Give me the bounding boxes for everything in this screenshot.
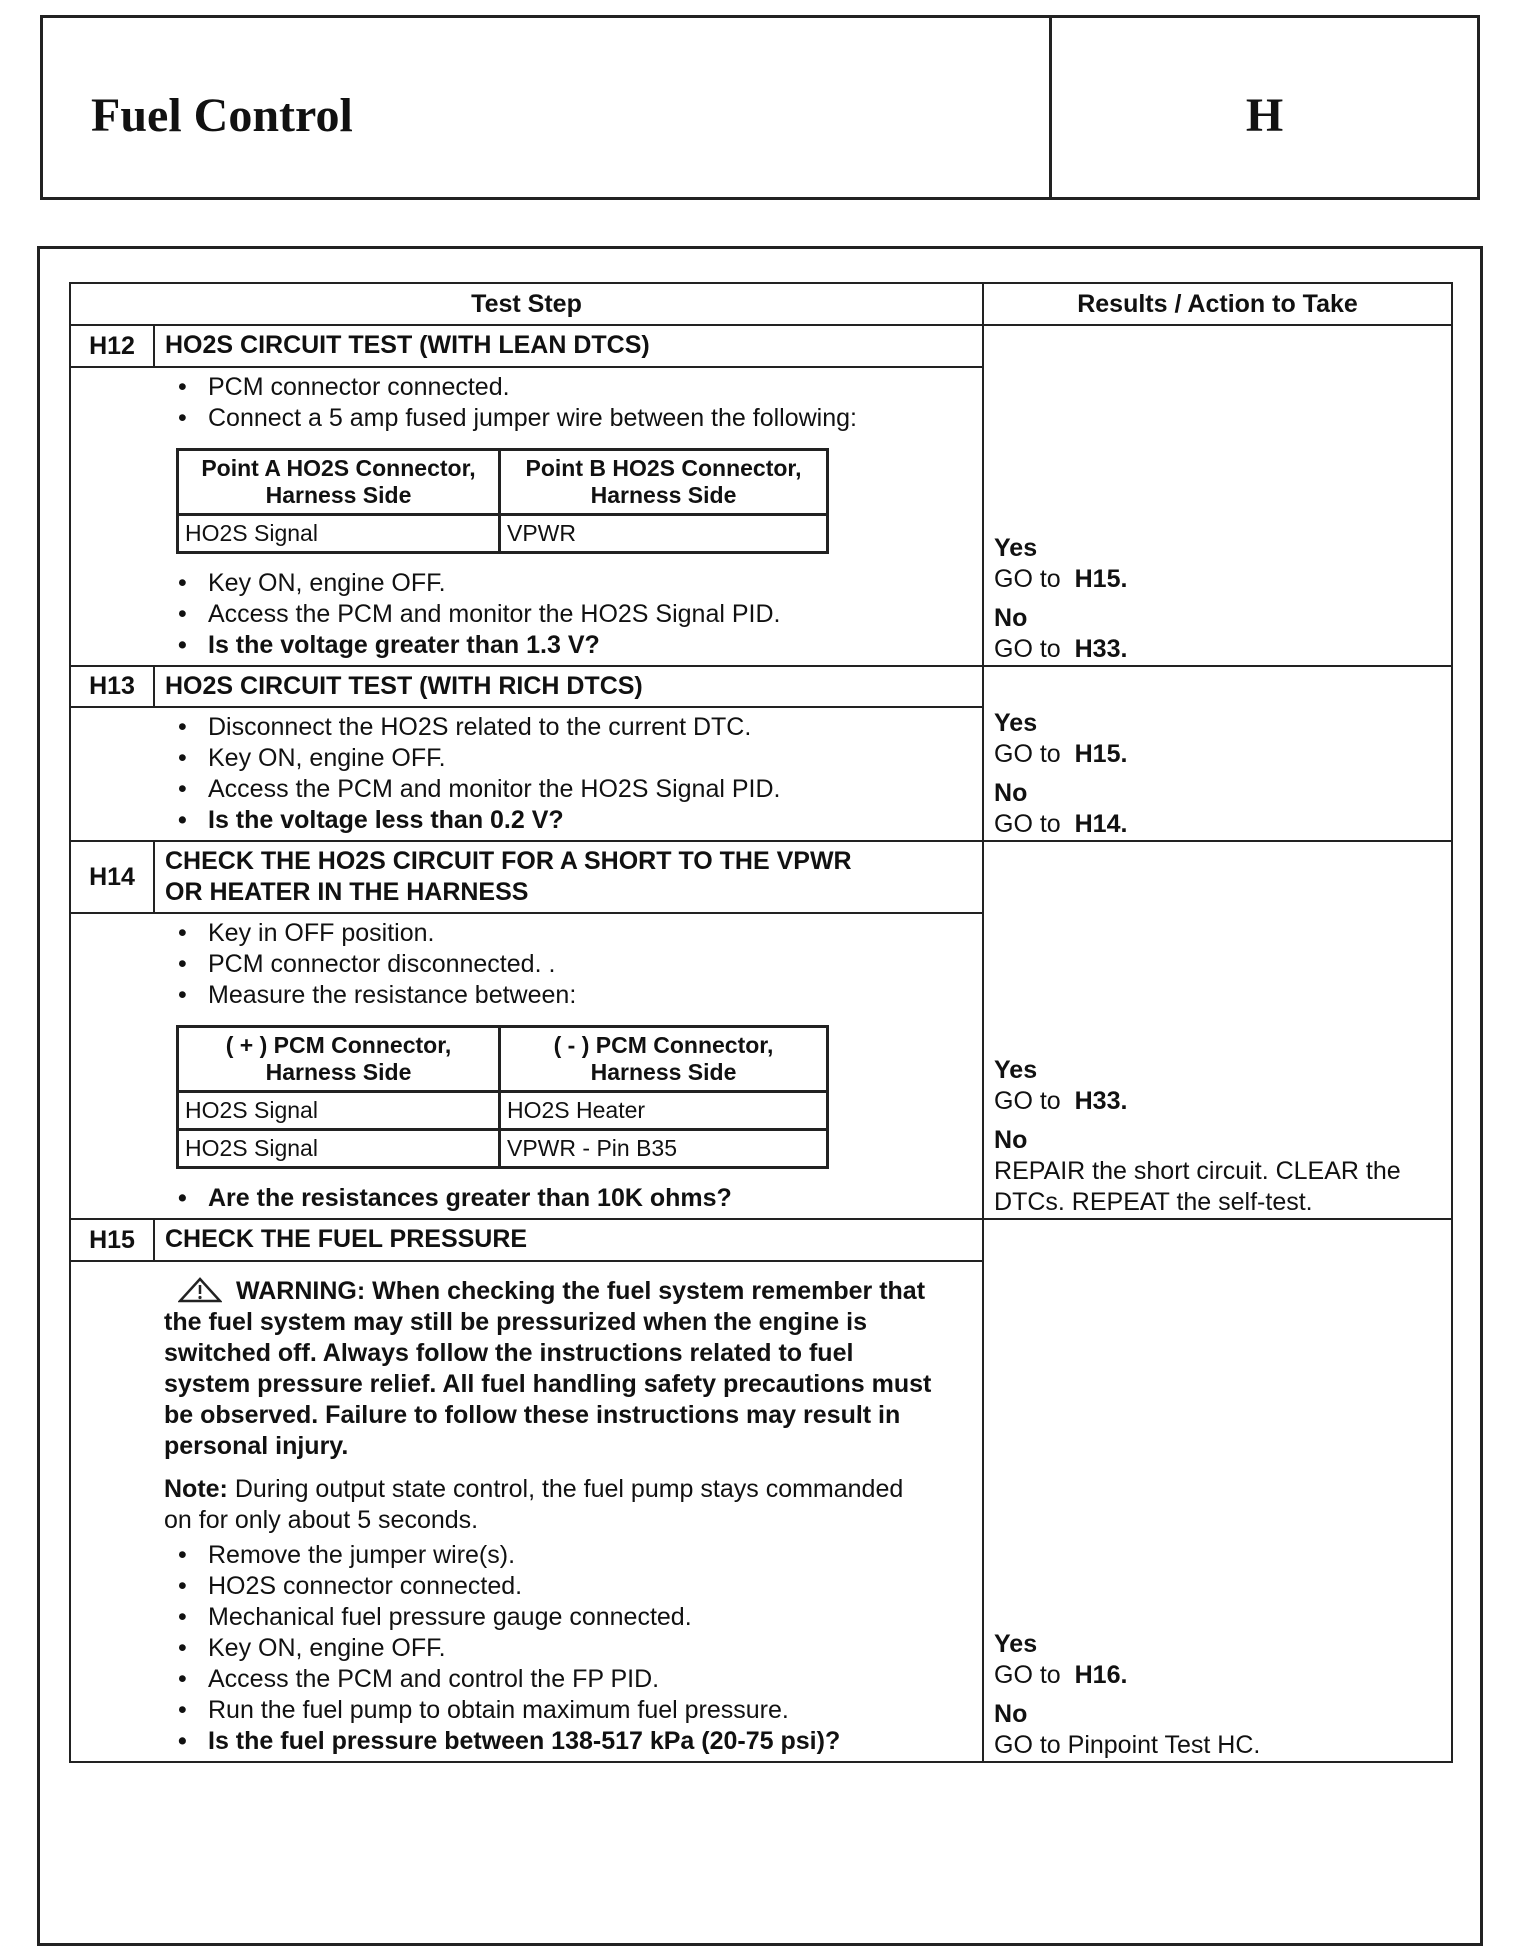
sub-cell: VPWR - Pin B35: [500, 1130, 828, 1168]
instruction-item: • Key ON, engine OFF.: [164, 568, 934, 599]
step-h13-title-row: [70, 666, 1452, 707]
test-question: • Is the voltage greater than 1.3 V?: [164, 630, 934, 661]
step-h12-instructions: [154, 367, 983, 666]
yes-label: Yes: [994, 1630, 1038, 1658]
sub-col-header: Point B HO2S Connector, Harness Side: [500, 450, 828, 515]
step-h14-results: [983, 841, 1452, 1219]
step-h15-instructions: [154, 1261, 983, 1762]
step-h14-title-row: [70, 841, 1452, 913]
note-text: During output state control, the fuel pump stays commanded on for only about 5 seconds.: [164, 1475, 904, 1534]
sub-cell: HO2S Signal: [178, 515, 500, 553]
step-title: HO2S CIRCUIT TEST (WITH RICH DTCS): [154, 666, 983, 707]
test-step-header: Test Step: [70, 283, 983, 325]
warning-triangle-icon: [178, 1277, 222, 1303]
note-label: Note:: [164, 1475, 228, 1503]
step-code: H12: [70, 325, 154, 367]
yes-result: GO to H15.: [994, 740, 1128, 768]
resistance-points-table: [176, 1025, 829, 1169]
yes-label: Yes: [994, 709, 1038, 737]
results-header: Results / Action to Take: [983, 283, 1452, 325]
step-code: H14: [70, 841, 154, 913]
step-h14-instructions: [154, 913, 983, 1219]
warning-text: WARNING: When checking the fuel system remember that the fuel system may still be pressurized when the engine is switched off. Always follow the instructions related to fuel system pressure relief. All fuel handling safety precautions must be observed. Failure to follow these instructions may result in personal injury.: [164, 1277, 932, 1460]
jumper-points-table: [176, 448, 829, 554]
step-h13-instructions: [154, 707, 983, 841]
no-label: No: [994, 604, 1028, 632]
yes-label: Yes: [994, 534, 1038, 562]
sub-col-header: Point A HO2S Connector, Harness Side: [178, 450, 500, 515]
step-h15-results: [983, 1219, 1452, 1762]
no-result: REPAIR the short circuit. CLEAR the DTCs. REPEAT the self-test.: [994, 1157, 1401, 1216]
instruction-item: • Access the PCM and control the FP PID.: [164, 1664, 932, 1695]
step-h12-title-row: [70, 325, 1452, 367]
instruction-item: • Key ON, engine OFF.: [164, 1633, 932, 1664]
page-header: [40, 15, 1480, 200]
instruction-item: • Access the PCM and monitor the HO2S Signal PID.: [164, 599, 934, 630]
test-question: • Is the voltage less than 0.2 V?: [164, 805, 972, 836]
step-title: CHECK THE FUEL PRESSURE: [154, 1219, 983, 1261]
instruction-item: • Remove the jumper wire(s).: [164, 1540, 932, 1571]
sub-cell: VPWR: [500, 515, 828, 553]
no-result: GO to Pinpoint Test HC.: [994, 1731, 1261, 1759]
note-block: [164, 1474, 932, 1536]
step-h13-results: [983, 666, 1452, 841]
sub-cell: HO2S Heater: [500, 1092, 828, 1130]
instruction-item: • PCM connector disconnected. .: [164, 949, 972, 980]
instruction-item: • Mechanical fuel pressure gauge connected.: [164, 1602, 932, 1633]
sub-col-header: ( + ) PCM Connector, Harness Side: [178, 1027, 500, 1092]
no-label: No: [994, 779, 1028, 807]
yes-result: GO to H33.: [994, 1087, 1128, 1115]
step-code: H15: [70, 1219, 154, 1261]
step-code: H13: [70, 666, 154, 707]
step-title: HO2S CIRCUIT TEST (WITH LEAN DTCS): [154, 325, 983, 367]
instruction-item: • Key in OFF position.: [164, 918, 972, 949]
sub-col-header: ( - ) PCM Connector, Harness Side: [500, 1027, 828, 1092]
section-title: Fuel Control: [91, 89, 353, 142]
yes-result: GO to H16.: [994, 1661, 1128, 1689]
instruction-item: • Connect a 5 amp fused jumper wire between the following:: [164, 403, 934, 434]
step-h15-title-row: [70, 1219, 1452, 1261]
sub-cell: HO2S Signal: [178, 1130, 500, 1168]
no-result: GO to H14.: [994, 810, 1128, 838]
instruction-item: • PCM connector connected.: [164, 372, 934, 403]
yes-label: Yes: [994, 1056, 1038, 1084]
warning-block: [164, 1276, 932, 1462]
instruction-item: • Access the PCM and monitor the HO2S Signal PID.: [164, 774, 972, 805]
yes-result: GO to H15.: [994, 565, 1128, 593]
instruction-item: • HO2S connector connected.: [164, 1571, 932, 1602]
no-label: No: [994, 1126, 1028, 1154]
table-header-row: [70, 283, 1452, 325]
instruction-item: • Key ON, engine OFF.: [164, 743, 972, 774]
instruction-item: • Run the fuel pump to obtain maximum fuel pressure.: [164, 1695, 932, 1726]
instruction-item: • Disconnect the HO2S related to the current DTC.: [164, 712, 972, 743]
sub-cell: HO2S Signal: [178, 1092, 500, 1130]
no-result: GO to H33.: [994, 635, 1128, 663]
instruction-item: • Measure the resistance between:: [164, 980, 972, 1011]
step-title: CHECK THE HO2S CIRCUIT FOR A SHORT TO THE VPWR OR HEATER IN THE HARNESS: [154, 841, 983, 913]
pinpoint-test-table: [69, 282, 1453, 1763]
test-question: • Is the fuel pressure between 138-517 kPa (20-75 psi)?: [164, 1726, 932, 1757]
no-label: No: [994, 1700, 1028, 1728]
step-h12-results: [983, 325, 1452, 666]
section-letter: H: [1245, 89, 1284, 142]
test-question: • Are the resistances greater than 10K ohms?: [164, 1183, 972, 1214]
